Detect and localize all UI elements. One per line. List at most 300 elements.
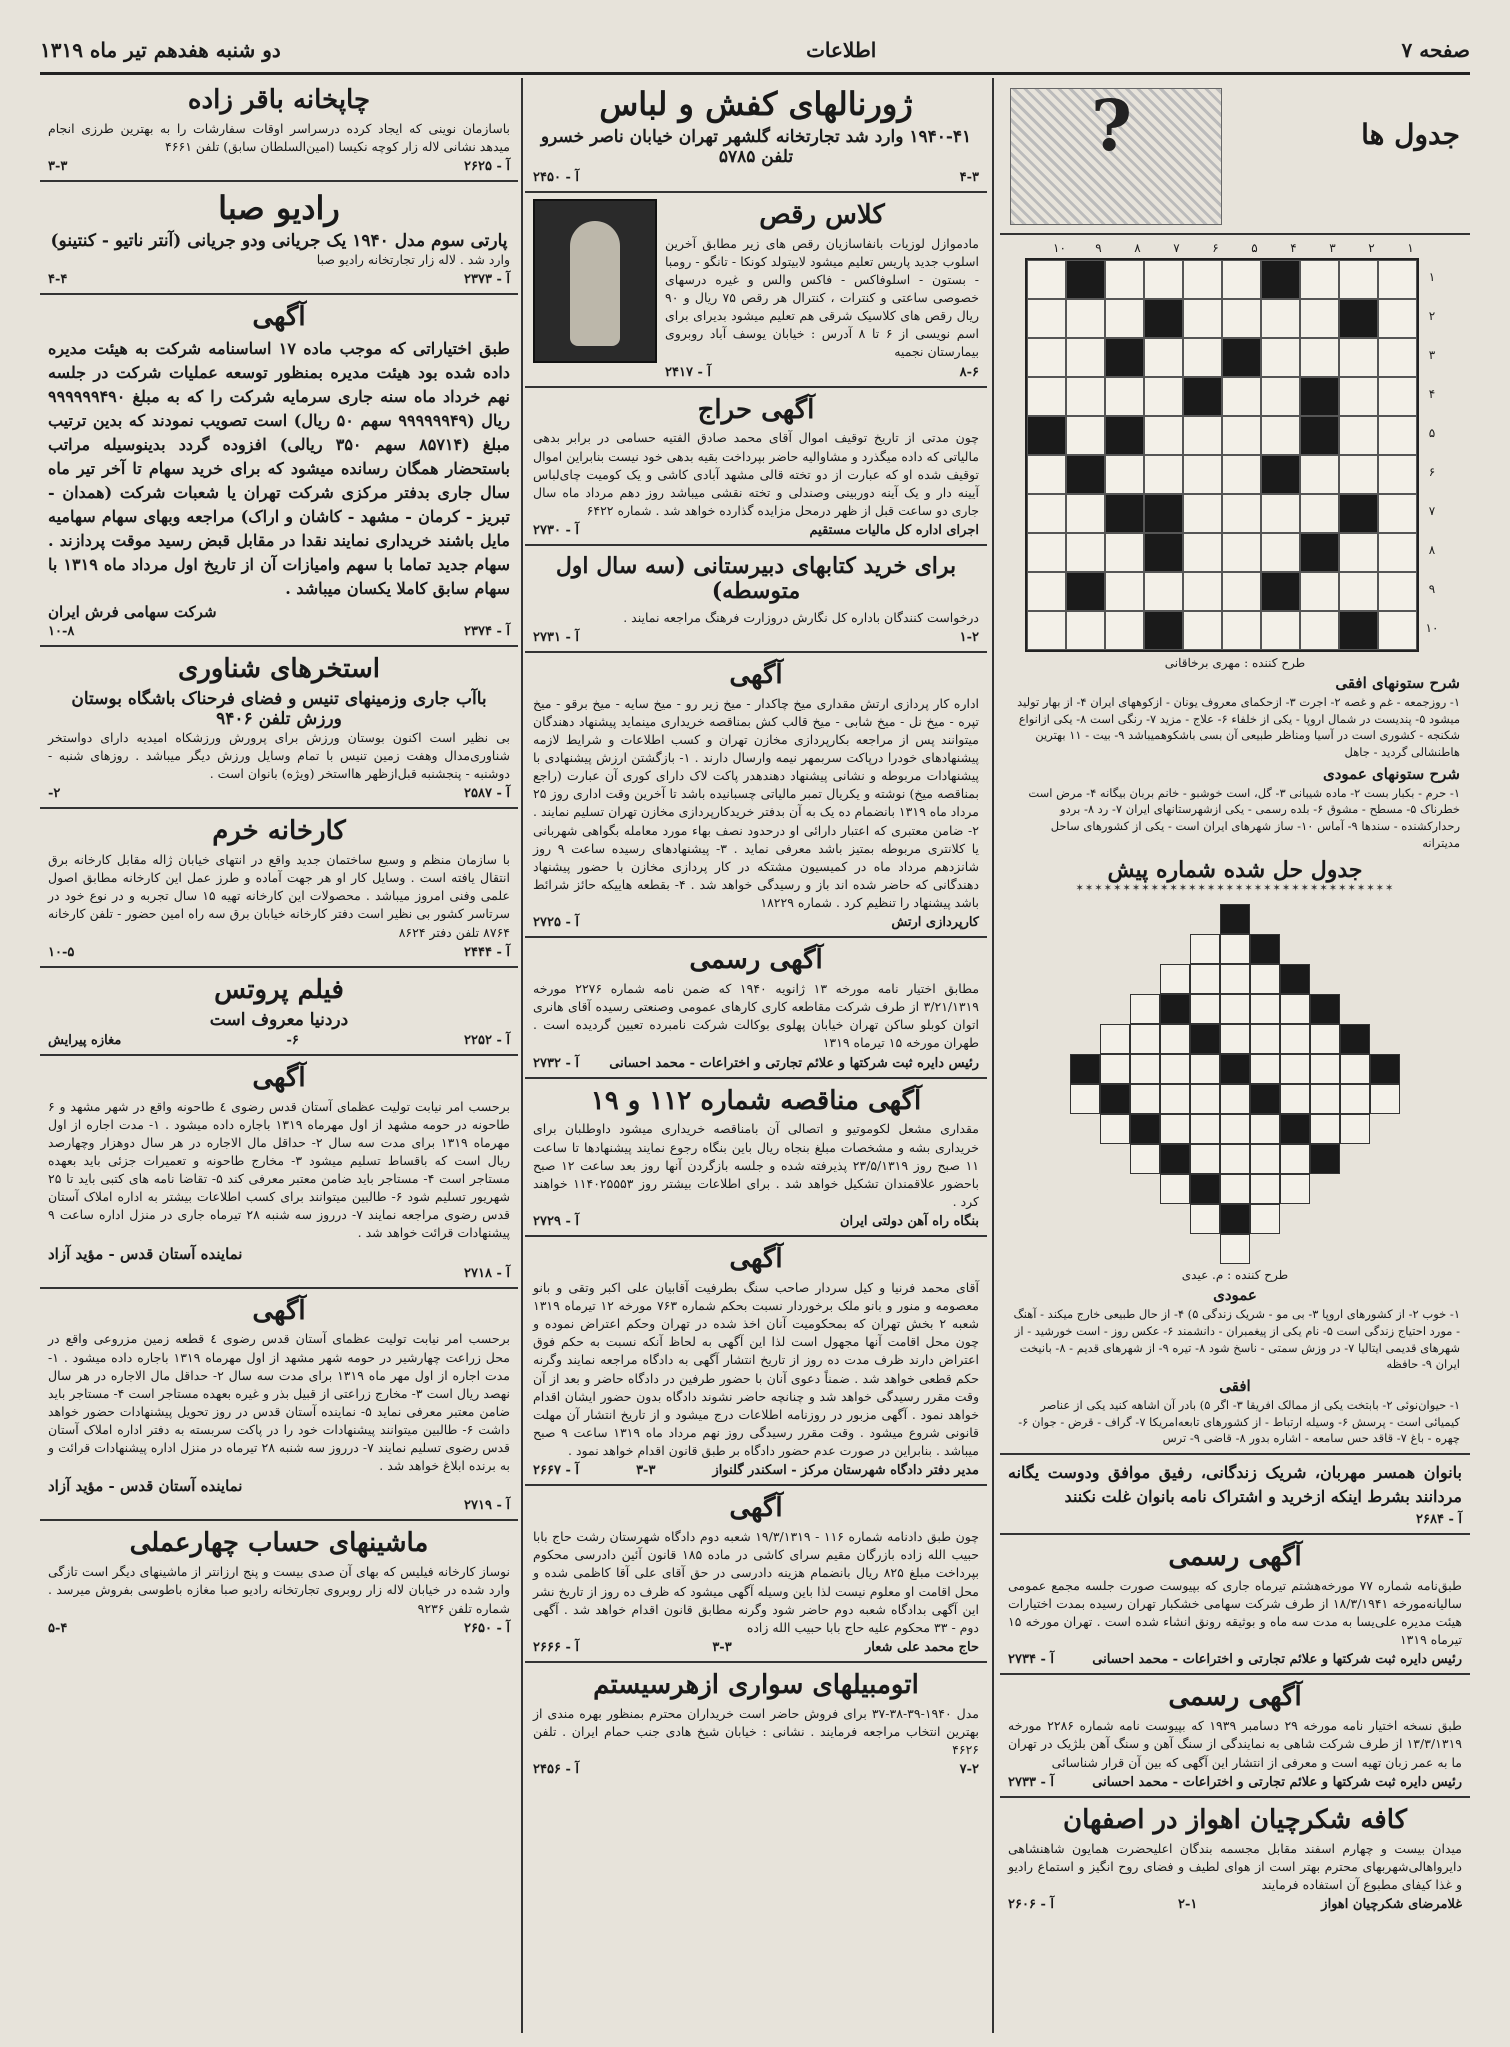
solution-black-cell: [1130, 1114, 1160, 1144]
crossword-cell: [1222, 572, 1261, 611]
ad-code: آ - ۲۷۳۳: [1008, 1774, 1054, 1790]
official-notice: [1000, 1675, 1470, 1797]
crossword-column-numbers: [1040, 241, 1430, 255]
ad-footer: [533, 1762, 979, 1777]
crossword-cell: [1300, 611, 1339, 650]
ad-number: ۸-۶: [959, 364, 979, 380]
crossword-cell: [1339, 338, 1378, 377]
rasht-court-notice: [525, 1486, 987, 1663]
ad-footer: [48, 159, 510, 174]
solution-spacer: [1340, 994, 1370, 1024]
crossword-column-number: ۷: [1173, 241, 1180, 255]
ad-body: نوساز کارخانه فیلیس که بهای آن صدی بیست و پنج ارزانتر از ماشینهای دیگر است تازگی وارد شده در خیابان لاله زار روبروی تجارتخانه رادیو صبا مغازه باطوسی بفروش میرسد . شماره تلفن ۹۲۳۶: [48, 1564, 510, 1616]
crossword-cell: [1378, 338, 1417, 377]
crossword-black-cell: [1261, 455, 1300, 494]
solution-spacer: [1370, 1174, 1400, 1204]
down-clues: ۱- حرم - بکبار بست ۲- ماده شیبانی ۳- گل، است خوشبو - خانم بربان بیگانه ۴- مرض است خطرناک ۵- مسطح - مشوق ۶- بلده رسمی - یکی ازشهرستانهای ایران ۷- رد ۸- بردو رحدارکشنده - سندها ۹- آماس ۱۰- ساز شهرهای ایران است - یکی از کشورهای ساحل مدیترانه: [1028, 785, 1460, 850]
ad-signature: کارپردازی ارتش: [891, 915, 979, 931]
crossword-column-number: ۵: [1251, 241, 1258, 255]
crossword-column-number: ۸: [1134, 241, 1141, 255]
crossword-cell: [1378, 455, 1417, 494]
solution-spacer: [1130, 1234, 1160, 1264]
solution-cell: [1160, 964, 1190, 994]
ad-code: آ - ۲۶۶۷: [533, 1463, 580, 1479]
ad-footer: [1008, 1775, 1462, 1790]
ad-title: استخرهای شناوری: [177, 653, 381, 684]
solution-spacer: [1340, 1204, 1370, 1234]
ad-code: آ - ۲۳۷۳: [464, 272, 510, 288]
crossword-cell: [1105, 260, 1144, 299]
solution-cell: [1190, 934, 1220, 964]
railway-tender-ad: [525, 1079, 987, 1238]
ad-code: آ - ۲۷۳۰: [533, 523, 579, 539]
ad-body: مدل ۱۹۴۰-۳۹-۳۸-۳۷ برای فروش حاضر است خریداران محترم بمنظور بهره مندی از بهترین انتخاب مراجعه فرمایند . نشانی : خیابان شیخ هادی جنب حمام ایران . تلفن ۴۶۲۶: [533, 1705, 979, 1758]
solution-spacer: [1340, 934, 1370, 964]
crossword-cell: [1144, 338, 1183, 377]
solution-cell: [1280, 1174, 1310, 1204]
crossword-cell: [1105, 572, 1144, 611]
column-divider: [992, 78, 994, 2033]
dancer-illustration: [533, 199, 657, 363]
crossword-cell: [1066, 299, 1105, 338]
solution-black-cell: [1160, 994, 1190, 1024]
crossword-row-number: ۹: [1428, 582, 1436, 596]
solution-cell: [1280, 1144, 1310, 1174]
newspaper-name: اطلاعات: [806, 38, 877, 62]
solution-cell: [1250, 1174, 1280, 1204]
crossword-black-cell: [1183, 377, 1222, 416]
ad-title: آگهی: [729, 1493, 783, 1524]
crossword-cell: [1027, 299, 1066, 338]
ad-number: ۶-: [286, 1032, 299, 1048]
crossword-cell: [1183, 299, 1222, 338]
crossword-row-number: ۷: [1428, 504, 1436, 518]
issue-date: دو شنبه هفدهم تیر ماه ۱۳۱۹: [40, 38, 281, 62]
ad-footer: [533, 915, 979, 930]
factory-ad: [40, 809, 518, 968]
star-divider: ✶✶✶✶✶✶✶✶✶✶✶✶✶✶✶✶✶✶✶✶✶✶✶✶✶✶✶✶✶✶✶✶✶✶: [1075, 883, 1395, 895]
crossword-black-cell: [1066, 572, 1105, 611]
dance-text: [665, 199, 979, 380]
ad-title: آگهی حراج: [697, 394, 815, 425]
crossword-black-cell: [1300, 416, 1339, 455]
crossword-cell: [1066, 377, 1105, 416]
solution-spacer: [1130, 964, 1160, 994]
solution-black-cell: [1220, 1204, 1250, 1234]
solution-spacer: [1160, 1204, 1190, 1234]
crossword-cell: [1183, 455, 1222, 494]
crossword-row-number: ۱۰: [1425, 621, 1439, 635]
ad-footer: [533, 630, 979, 645]
ad-code: آ - ۲۷۳۴: [1008, 1652, 1054, 1668]
cars-ad: [525, 1663, 987, 1783]
ad-code: آ - ۲۶۸۴: [1416, 1512, 1462, 1528]
solution-cell: [1220, 994, 1250, 1024]
crossword-cell: [1261, 533, 1300, 572]
solution-spacer: [1070, 1144, 1100, 1174]
crossword-black-cell: [1105, 338, 1144, 377]
solution-spacer: [1310, 1174, 1340, 1204]
solution-cell: [1130, 1144, 1160, 1174]
press-ad: [40, 78, 518, 182]
crossword-row-number: ۸: [1428, 543, 1436, 557]
middle-column: [525, 78, 987, 2033]
ad-signature: اجرای اداره کل مالیات مستقیم: [809, 523, 979, 539]
ad-body: برحسب امر نیابت تولیت عظمای آستان قدس رضوی ٤ قطعه زمین مزروعی واقع در محل زراعت چهارشیر در حومه شهر مشهد از اول مهرماه ۱۳۱۹ باجاره داده میشود . ۱- مدت اجاره از اول مهر ماه ۱۳۱۹ برای مدت سه سال ۲- حداقل مال الاجاره در هر سال نهصد ریال است ۳- مخارج زراعتی از قبیل بذر و غیره بعهده مستاجر است ۴- مستاجر باید ضامن معتبر معرفی نماید ۵- نماینده آستان قدس در روز تحویل پیشنهادات حضور خواهد داشت ۶- طالبین میتوانند پیشنهادات خود را در پاکت سربسته به دفتر اداره املاک آستان قدس رضوی تسلیم نمایند ۷- درروز سه شنبه ۲۸ تیرماه در منزل اداره پیشنهادات قرائت و به برنده ابلاغ خواهد شد .: [48, 1331, 511, 1474]
ad-number: ۳-۳: [636, 1463, 656, 1479]
ad-code: آ - ۲۷۱۸: [464, 1265, 510, 1281]
crossword-row-number: ۱: [1428, 270, 1436, 284]
solution-cell: [1100, 1114, 1130, 1144]
solution-spacer: [1070, 904, 1100, 934]
solution-across-title: افقی: [1219, 1377, 1251, 1396]
cafe-ad: [1000, 1798, 1470, 1918]
crossword-cell: [1105, 377, 1144, 416]
solution-cell: [1190, 1054, 1220, 1084]
solution-cell: [1160, 1114, 1190, 1144]
crossword-cell: [1105, 533, 1144, 572]
ad-code: آ - ۲۴۵۰: [533, 169, 579, 185]
official-notice: [525, 938, 987, 1078]
crossword-grid: [1025, 258, 1419, 652]
ad-title: اتومبیلهای سواری ازهرسیستم: [593, 1669, 919, 1700]
crossword-cell: [1183, 533, 1222, 572]
solution-cell: [1130, 1084, 1160, 1114]
ad-body: بانوان همسر مهربان، شریک زندگانی، رفیق موافق ودوست یگانه مردانند بشرط اینکه ازخرید و اشتراک نامه بانوان غلت نکنند: [1008, 1463, 1462, 1507]
solution-black-cell: [1160, 1144, 1190, 1174]
down-clues-title: شرح ستونهای عمودی: [1322, 764, 1460, 783]
solution-across-clues: ۱- حیوان‌نوئی ۲- بابتخت یکی از ممالک افریقا ۳- اگر ۵) بادر آن اشاهه کنید یکی از عناصر کیمیائی است - پرسش ۶- وسیله ارتباط - از کشورهای تابعه‌امریکا ۷- گراف - قرض - جوان ۶- چهره - باغ ۷- قاقد حس سامعه - اشاره بدور ۸- قاضی ۹- ترس: [1018, 1398, 1460, 1446]
crossword-cell: [1066, 533, 1105, 572]
across-clues-title: شرح ستونهای افقی: [1335, 674, 1460, 692]
crossword-black-cell: [1339, 299, 1378, 338]
solution-cell: [1190, 1084, 1220, 1114]
ad-title: کافه شکرچیان اهواز در اصفهان: [1062, 1804, 1408, 1835]
solution-cell: [1190, 1114, 1220, 1144]
books-ad: [525, 546, 987, 653]
crossword-row-numbers: [1419, 258, 1445, 652]
ad-body: مادموازل لوزیات بانفاسازیان رقص های زیر مطابق آخرین اسلوب جدید پاریس تعلیم میشود لابیتولد کونکا - تانگو - رومبا - بستون - اسلوفاکس - فاکس والس و غیره درسهای خصوصی ساعتی و کنترات ، کنترال هر رقص ۷۵ ریال و ۹۰ ریال رقص های کلاسیک شرقی هم تعلیم میشود بدیرای برای اسم نویسی از ۶ تا ۸ آدرس : خیابان یوسف آباد روبروی بیمارستان نجمیه: [665, 235, 979, 360]
solution-cell: [1160, 1024, 1190, 1054]
solution-cell: [1100, 1054, 1130, 1084]
ad-number: ۲-: [48, 786, 61, 802]
crossword-cell: [1183, 611, 1222, 650]
ad-subtitle: پارتی سوم مدل ۱۹۴۰ یک جریانی ودو جریانی (آنتر ناتیو - کنتینو): [50, 230, 508, 251]
crossword-cell: [1378, 299, 1417, 338]
crossword-cell: [1105, 299, 1144, 338]
ad-footer: [48, 272, 510, 287]
ad-number: ۴-۴: [48, 272, 68, 288]
ad-footer: [48, 1033, 510, 1048]
ad-title: آگهی: [252, 1295, 306, 1326]
ad-title: ژورنالهای کفش و لباس: [599, 85, 913, 123]
crossword-cell: [1378, 572, 1417, 611]
crossword-row-number: ۳: [1428, 348, 1436, 362]
solution-cell: [1340, 1114, 1370, 1144]
crossword-cell: [1378, 533, 1417, 572]
ad-body: طبق اختیاراتی که موجب ماده ۱۷ اساسنامه شرکت به هیئت مدیره داده شده بود هیئت مدیره بمنظور توسعه عملیات شرکت در جلسه نهم خرداد ماه سنه جاری سرمایه شرکت را که به مبلغ ۹۹۹۹۹۹۴۹۰ ریال (۹۹۹۹۹۹۴۹ سهم ۵۰ ریال) است تصویب نمودند که بدین ترتیب مبلغ (۸۵۷۱۴ سهم ۳۵۰ ریالی) افزوده گردد بدینوسیله مراتب باستحضار همگان رسانده میشود که برای خرید سهام تا آخر تیر ماه سال جاری بدفتر مرکزی شرکت تهران یا شعبات شرکت (همدان - تبریز - کرمان - مشهد - کاشان و اراک) مراجعه وبهای سهام سهامیه مایل باشند خریداری نمایند نقدا در مقابل قبض رسید موقت پردازند . سهام جدید تماما با سهم وامیازات آن از تاریخ اول مرداد ماه ۱۳۱۹ با سهام سابق کاملا یکسان میباشد .: [48, 338, 511, 598]
solution-cell: [1220, 1024, 1250, 1054]
solution-cell: [1310, 1054, 1340, 1084]
solution-spacer: [1310, 1204, 1340, 1234]
shoes-journal-ad: [525, 78, 987, 193]
ad-number: ۵-۴: [48, 1620, 68, 1636]
solution-spacer: [1310, 934, 1340, 964]
crossword-credit: طرح کننده : مهری برخاقانی: [1164, 656, 1306, 670]
ad-footer: [48, 786, 510, 801]
solution-cell: [1190, 1144, 1220, 1174]
ad-title: آگهی: [729, 1244, 783, 1275]
solution-cell: [1310, 1084, 1340, 1114]
ad-subtitle: دردنیا معروف است: [209, 1009, 349, 1030]
solution-cell: [1250, 1114, 1280, 1144]
solution-spacer: [1190, 904, 1220, 934]
solution-cell: [1250, 1144, 1280, 1174]
crossword-cell: [1261, 416, 1300, 455]
solution-cell: [1250, 1054, 1280, 1084]
crossword-cell: [1144, 260, 1183, 299]
crossword-black-cell: [1144, 494, 1183, 533]
solution-cell: [1250, 964, 1280, 994]
crossword-cell: [1339, 455, 1378, 494]
solution-spacer: [1070, 1024, 1100, 1054]
ad-number: ۳-۳: [48, 159, 68, 175]
ad-code: آ - ۲۷۱۹: [464, 1498, 510, 1514]
ad-body: درخواست کنندگان باداره کل نگارش دروزارت فرهنگ مراجعه نمایند .: [623, 609, 979, 625]
crossword-header: [1000, 78, 1470, 235]
crossword-cell: [1378, 416, 1417, 455]
solution-cell: [1160, 1054, 1190, 1084]
crossword-cell: [1066, 494, 1105, 533]
ad-number: ۱-۲: [959, 629, 979, 645]
crossword-cell: [1261, 299, 1300, 338]
ad-footer: [48, 1621, 510, 1636]
ad-footer: [1008, 1897, 1462, 1912]
ad-footer: [533, 1214, 979, 1229]
ad-code: آ - ۲۶۲۵: [464, 159, 510, 175]
ad-number: ۱۰-۸: [48, 623, 75, 639]
ad-body: چون طبق دادنامه شماره ۱۱۶ - ۱۹/۳/۱۳۱۹ شعبه دوم دادگاه شهرستان رشت حاج بابا حبیب الله زاده بازرگان مقیم سرای کاشی در ماده ۱۸۵ قانون آئین دادرسی محکوم بپرداخت مبلغ ۸۲۵ ریال بانضمام هزینه دادرسی در حق آقای علی آقا کاظمی شده و محل اقامت او معلوم نیست لذا باین وسیله آگهی میشود که ظرف ده روز از تاریخ نشر این آگهی بدادگاه شعبه دوم حاضر شود وگرنه مطابق قانون اقدام خواهد شد . آگهی دوم - ۳۳ محکوم علیه حاج بابا حبیب الله زاده: [533, 1529, 979, 1635]
crossword-cell: [1222, 377, 1261, 416]
solution-cell: [1100, 1024, 1130, 1054]
ad-title: آگهی رسمی: [1168, 1682, 1302, 1713]
crossword-cell: [1378, 260, 1417, 299]
crossword-cell: [1339, 260, 1378, 299]
solution-spacer: [1280, 1204, 1310, 1234]
film-ad: [40, 968, 518, 1056]
ad-title: کلاس رقص: [759, 199, 885, 230]
crossword-cell: [1378, 611, 1417, 650]
crossword-cell: [1378, 377, 1417, 416]
ad-title: آگهی رسمی: [1168, 1542, 1302, 1573]
ad-body: آقای محمد فرنیا و کیل سردار صاحب سنگ بطرفیت آقابیان علی اکبر وتقی و بانو معصومه و منور و بانو ملک برخوردار نسبت بحکم شماره ۷۶۳ مورخه ۱۲ تیرماه ۱۳۱۹ شعبه ۲ بخش تهران که بمحکومیت آنان اخذ شده در تهران وحکم اعتراض نموده و چون محل اقامت آنها مجهول است لذا این آگهی به لحاظ آنکه نسبت به حکم فوق اعتراض دارند ظرف مدت ده روز از تاریخ انتشار آگهی به دادگاه مراجعه نمایند وگرنه حکم قطعی خواهد شد . ضمناً دعوی آنان با حضور طرفین در دادگاه حاضر و بعد از آن وقت مقرر رسیدگی خواهد شد و چنانچه حاضر نشوند دادگاه بدون حضور ایشان اقدام خواهد نمود . آگهی مزبور در روزنامه اطلاعات درج میشود و از تاریخ انتشار آن مهلت قانونی شروع میشود . وقت مقرر رسیدگی روز نهم مرداد ماه ۱۳۱۹ ساعت ۹ صبح میباشد . بنابراین در صورت عدم حضور دادگاه بر طبق قانون اقدام خواهد نمود .: [533, 1279, 979, 1459]
solution-spacer: [1280, 904, 1310, 934]
crossword-column-number: ۳: [1329, 241, 1336, 255]
solution-cell: [1340, 1084, 1370, 1114]
ad-signature: غلامرضای شکرچیان اهواز: [1321, 1897, 1462, 1912]
matrimony-ad: [1000, 1453, 1470, 1535]
crossword-section: [1000, 235, 1470, 1453]
crossword-body: [1025, 258, 1445, 652]
crossword-cell: [1144, 377, 1183, 416]
solution-black-cell: [1190, 1024, 1220, 1054]
solution-black-cell: [1280, 964, 1310, 994]
ad-number: ۷-۲: [959, 1762, 979, 1778]
solution-spacer: [1130, 904, 1160, 934]
solution-black-cell: [1340, 1024, 1370, 1054]
solution-cell: [1070, 1084, 1100, 1114]
left-column: [40, 78, 518, 2033]
ad-code: آ - ۲۴۵۶: [533, 1762, 579, 1778]
solution-cell: [1130, 1054, 1160, 1084]
solution-spacer: [1070, 934, 1100, 964]
ad-body: مقداری مشعل لکوموتیو و اتصالی آن بامناقصه خریداری میشود داوطلبان برای خریداری بشه و مشخصات مبلغ بنجاه ریال باین بنگاه رجوع نمایند پیشنهادها تا ساعت ۱۱ صبح روز ۲۳/۵/۱۳۱۹ پذیرفته شده و جلسه بازگردن آنها روز بعد ساعت ۱۲ صبح باحضور علاقمندان تشکیل خواهد شد . برای اطلاعات بیشتر روز ۱۱۴۰۲۵۵۵۳ خواهند کرد .: [533, 1121, 980, 1209]
ad-code: آ - ۲۴۱۷: [665, 364, 711, 380]
solution-spacer: [1130, 1204, 1160, 1234]
crossword-cell: [1300, 260, 1339, 299]
crossword-cell: [1066, 416, 1105, 455]
ad-title: آگهی رسمی: [689, 945, 823, 976]
solution-cell: [1130, 994, 1160, 1024]
solution-cell: [1370, 1084, 1400, 1114]
ad-number: ۱۰-۵: [48, 944, 75, 960]
ad-title: کارخانه خرم: [212, 816, 346, 847]
solution-spacer: [1370, 1234, 1400, 1264]
page-header: [40, 30, 1470, 70]
ad-number: ۴-۳: [959, 169, 979, 185]
crossword-cell: [1222, 416, 1261, 455]
ad-signature: شرکت سهامی فرش ایران: [48, 602, 217, 621]
crossword-cell: [1339, 533, 1378, 572]
crossword-cell: [1183, 494, 1222, 533]
crossword-cell: [1027, 377, 1066, 416]
solution-spacer: [1370, 964, 1400, 994]
crossword-cell: [1144, 455, 1183, 494]
solution-cell: [1280, 1024, 1310, 1054]
solution-cell: [1280, 994, 1310, 1024]
solution-cell: [1190, 964, 1220, 994]
crossword-black-cell: [1105, 416, 1144, 455]
crossword-black-cell: [1261, 260, 1300, 299]
solution-spacer: [1100, 1174, 1130, 1204]
ad-title: ماشینهای حساب چهارعملی: [129, 1528, 429, 1559]
page-number: صفحه ۷: [1401, 38, 1470, 62]
across-clues: ۱- روزجمعه - غم و غصه ۲- اجرت ۳- ازحکمای معروف یونان - ازکوههای ایران ۴- از بهار تولید میشود ۵- پندیست در شمال اروپا - یکی از خلفاء ۶- علاج - مزید ۷- رنگی است ۸- یکی ازانواع شکنجه - کشوری است در آسیا ومناظر طبیعی آن بسی باشکوهمیباشد ۹- بیت - ۱۱ بهترین هاطنشالی گردید - جاهل: [1017, 695, 1460, 760]
calculator-ad: [40, 1521, 518, 1641]
crossword-cell: [1066, 338, 1105, 377]
solution-cell: [1280, 1054, 1310, 1084]
ad-signature: رئیس دایره ثبت شرکتها و علائم تجارتی و اختراعات - محمد احسانی: [609, 1055, 979, 1071]
solution-spacer: [1100, 994, 1130, 1024]
crossword-column-number: ۴: [1290, 241, 1297, 255]
ad-number: ۳-۳: [712, 1639, 732, 1655]
solution-spacer: [1370, 1144, 1400, 1174]
header-rule: [40, 72, 1470, 75]
crossword-cell: [1300, 494, 1339, 533]
crossword-cell: [1261, 494, 1300, 533]
solution-cell: [1220, 1174, 1250, 1204]
crossword-cell: [1027, 260, 1066, 299]
crossword-cell: [1183, 260, 1222, 299]
solution-black-cell: [1280, 1114, 1310, 1144]
crossword-cell: [1027, 494, 1066, 533]
crossword-column-number: ۶: [1212, 241, 1219, 255]
crossword-title: جدول ها: [1361, 118, 1460, 151]
solution-spacer: [1100, 1204, 1130, 1234]
solution-black-cell: [1070, 1054, 1100, 1084]
solution-cell: [1310, 1114, 1340, 1144]
solution-spacer: [1370, 1024, 1400, 1054]
solution-spacer: [1250, 904, 1280, 934]
solution-spacer: [1340, 1234, 1370, 1264]
solution-cell: [1250, 994, 1280, 1024]
crossword-cell: [1261, 377, 1300, 416]
ad-footer: [665, 365, 979, 380]
ad-body: بی نظیر است اکنون بوستان ورزش برای پرورش ورزشکاه امیدیه دارای دواستخر شناوری‌مدال وهفت زمین تنیس با تمام وسایل ورزش دیگر میباشد . روزهای شنبه - دوشنبه - پنجشنبه قبل‌ازظهر هااستخر (ویژه) بانوان است .: [48, 729, 510, 782]
solution-cell: [1220, 1084, 1250, 1114]
solution-cell: [1220, 964, 1250, 994]
crossword-cell: [1300, 299, 1339, 338]
crossword-cell: [1105, 455, 1144, 494]
crossword-cell: [1183, 572, 1222, 611]
solution-black-cell: [1250, 1084, 1280, 1114]
ad-body: طبق‌نامه شماره ۷۷ مورخه‌هشتم تیرماه جاری که بپیوست صورت جلسه مجمع عمومی سالیانه‌مورخه ۱۸/۳/۱۹۴۱ از طرف شرکت سهامی خشکبار تهران رسیده بمدت اختیارات هیئت مدیره علی‌یسا به مدت سه ماه و بوثیقه رونق انشاء شده است . تهران مورخه ۱۵ تیرماه ۱۳۱۹: [1008, 1577, 1462, 1648]
ad-footer: [533, 170, 979, 185]
solution-spacer: [1130, 1174, 1160, 1204]
solution-spacer: [1070, 964, 1100, 994]
solution-down-title: عمودی: [1213, 1286, 1257, 1305]
solution-title: جدول حل شده شماره پیش: [1107, 857, 1363, 884]
crossword-cell: [1339, 416, 1378, 455]
crossword-cell: [1027, 338, 1066, 377]
column-divider: [521, 78, 523, 2033]
ad-signature: حاج محمد علی شعار: [865, 1639, 979, 1655]
question-mark-icon: ?: [1091, 84, 1133, 167]
crossword-cell: [1027, 455, 1066, 494]
dance-content: [533, 199, 979, 380]
crossword-black-cell: [1066, 455, 1105, 494]
solution-spacer: [1130, 934, 1160, 964]
mill-lease-notice: [40, 1056, 518, 1289]
ad-body: میدان بیست و چهارم اسفند مقابل مجسمه بندگان اعلیحضرت همایون شاهنشاهی دایرواهالی‌شهربهای محترم بهتر است از هوای لطیف و فضای روح انگیز و استماع رادیو و غذا کیفای مطبوع آن استفاده فرمایند: [1008, 1840, 1462, 1892]
ad-signature: مدیر دفتر دادگاه شهرستان مرکز - اسکندر گلنواز: [712, 1463, 979, 1479]
solution-grid: [1070, 904, 1400, 1264]
solution-cell: [1220, 1144, 1250, 1174]
crossword-row-number: ۴: [1428, 387, 1436, 401]
solution-black-cell: [1100, 1084, 1130, 1114]
solution-spacer: [1190, 1234, 1220, 1264]
ad-signature: نماینده آستان قدس - مؤید آزاد: [48, 1477, 243, 1496]
crossword-cell: [1183, 416, 1222, 455]
right-column: [1000, 78, 1470, 2033]
solution-black-cell: [1370, 1054, 1400, 1084]
solution-spacer: [1340, 1174, 1370, 1204]
crossword-cell: [1339, 572, 1378, 611]
ad-body: باسازمان نوینی که ایجاد کرده درسراسر اوقات سفارشات را به بهترین طرزی انجام میدهد نشانی لاله زار کوچه نکیسا (امین‌السلطان سابق) تلفن ۴۶۶۱: [48, 120, 510, 155]
ad-body: چون مدتی از تاریخ توقیف اموال آقای محمد صادق الفتیه حسامی در برابر بدهی مالیاتی که داده میگذرد و مشاوالیه حاضر بپرداخت بقیه بدهی خود نیست بنابراین اموال توقیف شده او که عبارت از دو تخته قالی مشهد آبادی کاشی و یک کومیت چای‌لباس آیینه دار و یک آینه دوربینی وصندلی و تخته نقشی میباشد روز دهم مرداد ماه سال جاری دو ساعت قبل از ظهر درمحل مزایده گذارده خواهد شد . شماره ۶۴۲۲: [533, 430, 979, 518]
crossword-cell: [1222, 494, 1261, 533]
solution-spacer: [1340, 1144, 1370, 1174]
crossword-black-cell: [1339, 611, 1378, 650]
solution-spacer: [1100, 1234, 1130, 1264]
solution-cell: [1160, 1174, 1190, 1204]
radio-ad: [40, 182, 518, 295]
ad-body: طبق نسخه اختیار نامه مورخه ۲۹ دسامبر ۱۹۳۹ که بپیوست نامه شماره ۲۲۸۶ مورخه ۱۳/۳/۱۳۱۹ از طرف شرکت شاهی به نمایندگی از سنگ آهن و سنگ آهن بلژیک در تهران ما به عمر زبان تهیه است و معرفی از انتشار این آگهی که بین آن قرار شناسائی: [1008, 1718, 1462, 1770]
solution-spacer: [1160, 904, 1190, 934]
solution-cell: [1220, 1114, 1250, 1144]
ad-signature: رئیس دایره ثبت شرکتها و علائم تجارتی و اختراعات - محمد احسانی: [1092, 1652, 1462, 1668]
solution-black-cell: [1190, 1174, 1220, 1204]
